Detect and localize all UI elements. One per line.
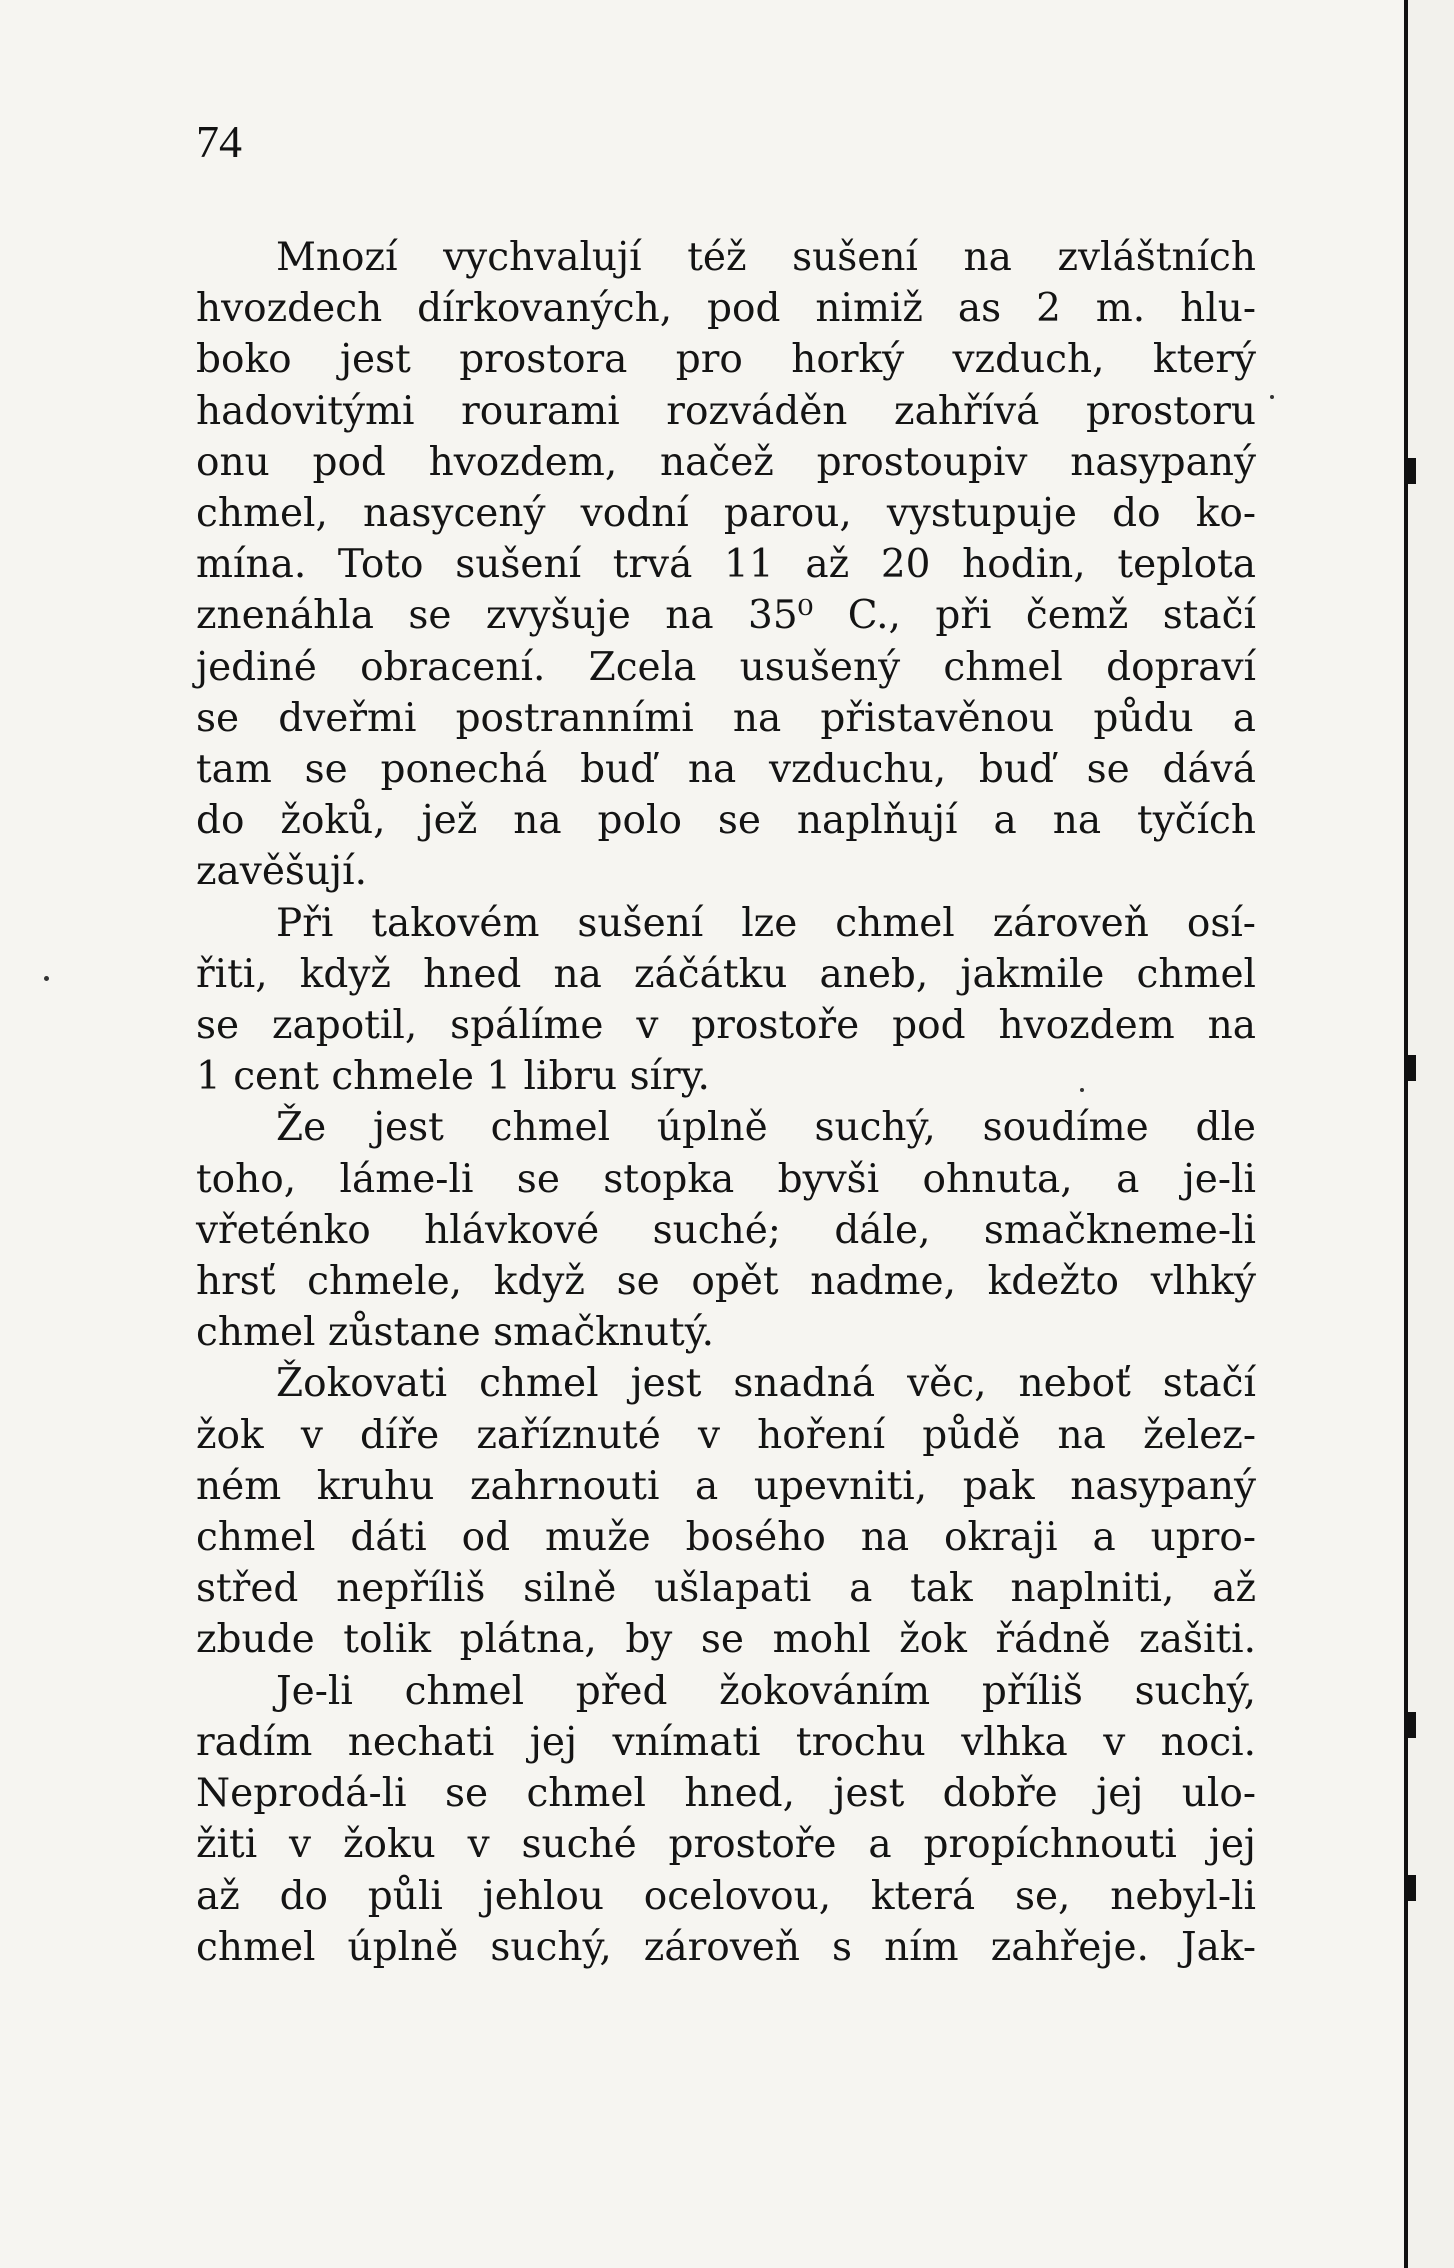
text-line: Neprodá-li se chmel hned, jest dobře jej ulo- — [196, 1771, 1256, 1817]
edge-mark — [1408, 1055, 1416, 1081]
text-line: střed nepříliš silně ušlapati a tak naplniti, až — [196, 1566, 1256, 1612]
text-line: žok v díře zaříznuté v hoření půdě na želez- — [196, 1412, 1256, 1458]
print-speck — [44, 976, 49, 981]
text-line: tam se ponechá buď na vzduchu, buď se dává — [196, 747, 1256, 793]
edge-mark — [1408, 1875, 1416, 1901]
text-line: hvozdech dírkovaných, pod nimiž as 2 m. hlu- — [196, 286, 1256, 332]
text-line: chmel, nasycený vodní parou, vystupuje do ko- — [196, 491, 1256, 537]
text-line: onu pod hvozdem, načež prostoupiv nasypaný — [196, 439, 1256, 485]
text-line: Je-li chmel před žokováním příliš suchý, — [276, 1668, 1256, 1714]
text-line: Mnozí vychvalují též sušení na zvláštních — [276, 235, 1256, 280]
text-line: ném kruhu zahrnouti a upevniti, pak nasypaný — [196, 1463, 1256, 1509]
text-line: jediné obracení. Zcela usušený chmel dopraví — [196, 644, 1256, 690]
text-line: se dveřmi postranními na přistavěnou půdu a — [196, 695, 1256, 741]
text-line: hrsť chmele, když se opět nadme, kdežto vlhký — [196, 1259, 1256, 1305]
text-line: zavěšují. — [196, 849, 368, 895]
text-line: až do půli jehlou ocelovou, která se, nebyl-li — [196, 1873, 1256, 1919]
text-line: do žoků, jež na polo se naplňují a na tyčích — [196, 798, 1256, 844]
text-line: žiti v žoku v suché prostoře a propíchnouti jej — [196, 1822, 1256, 1868]
text-line: Že jest chmel úplně suchý, soudíme dle — [276, 1105, 1256, 1151]
text-line: mína. Toto sušení trvá 11 až 20 hodin, teplota — [196, 542, 1256, 588]
text-line: Žokovati chmel jest snadná věc, neboť stačí — [276, 1361, 1256, 1407]
text-line: znenáhla se zvyšuje na 35⁰ C., při čemž stačí — [196, 593, 1256, 639]
text-line: toho, láme-li se stopka byvši ohnuta, a je-li — [196, 1156, 1256, 1202]
print-speck — [1080, 1088, 1084, 1092]
print-speck — [1270, 395, 1274, 399]
text-line: vřeténko hlávkové suché; dále, smačkneme-li — [196, 1207, 1256, 1253]
text-line: zbude tolik plátna, by se mohl žok řádně zašiti. — [196, 1617, 1256, 1663]
text-line: chmel dáti od muže bosého na okraji a upro- — [196, 1515, 1256, 1561]
text-line: Při takovém sušení lze chmel zároveň osí- — [276, 900, 1256, 946]
text-line: 1 cent chmele 1 libru síry. — [196, 1054, 710, 1100]
text-line: se zapotil, spálíme v prostoře pod hvozdem na — [196, 1003, 1256, 1049]
text-line: řiti, když hned na záčátku aneb, jakmile chmel — [196, 951, 1256, 997]
page-right-edge — [1404, 0, 1454, 2268]
edge-mark — [1408, 458, 1416, 484]
body-text — [196, 232, 1256, 1973]
text-line: chmel úplně suchý, zároveň s ním zahřeje. Jak- — [196, 1924, 1256, 1970]
text-line: chmel zůstane smačknutý. — [196, 1310, 714, 1356]
page-number: 74 — [196, 116, 242, 167]
edge-mark — [1408, 1712, 1416, 1738]
text-line: hadovitými rourami rozváděn zahřívá prostoru — [196, 388, 1256, 434]
text-line: radím nechati jej vnímati trochu vlhka v noci. — [196, 1719, 1256, 1765]
text-line: boko jest prostora pro horký vzduch, který — [196, 337, 1256, 383]
